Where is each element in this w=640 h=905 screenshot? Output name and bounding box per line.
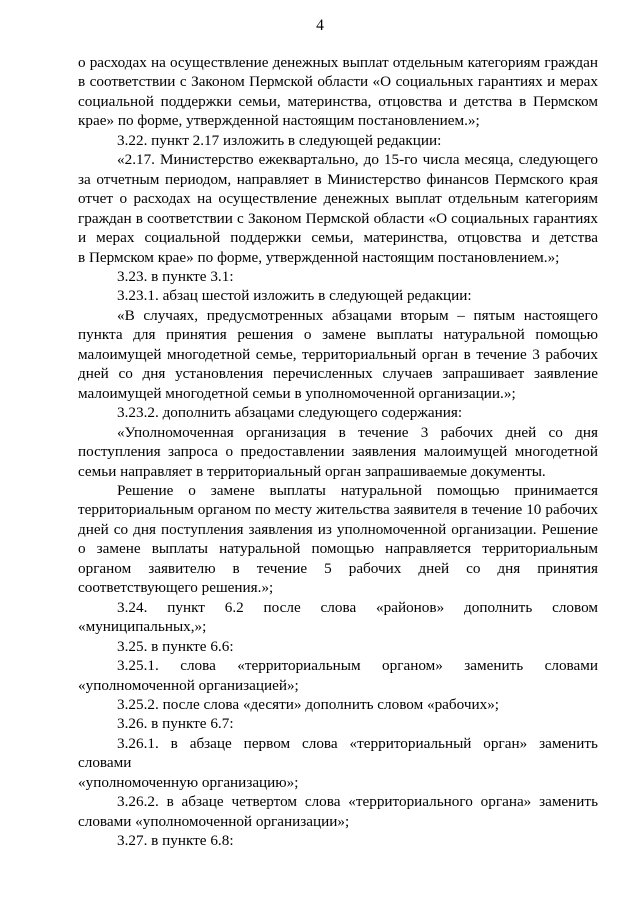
paragraph: [78, 734, 598, 792]
paragraph: [78, 131, 598, 150]
paragraph: [78, 306, 598, 403]
document-body: [78, 53, 598, 851]
text-line: «муниципальных,»;: [78, 618, 207, 636]
text-line: «Уполномоченная организация в течение 3 рабочих дней со дня: [117, 423, 598, 441]
text-line: отчет о расходах на осуществление денежных выплат отдельным категориям: [78, 190, 598, 208]
text-line: малоимущей многодетной семьи в уполномоченной организации.»;: [78, 384, 516, 402]
text-line: 3.24. пункт 6.2 после слова «районов» дополнить словом: [117, 598, 598, 616]
text-line: в Пермском крае» по форме, утвержденной настоящим постановлением.»;: [78, 248, 560, 266]
text-line: 3.26. в пункте 6.7:: [117, 715, 234, 733]
text-line: Решение о замене выплаты натуральной помощью принимается: [117, 481, 598, 499]
paragraph: [78, 267, 598, 286]
text-line: дней со дня поступления заявления из уполномоченной организации. Решение: [78, 520, 598, 538]
text-line: в соответствии с Законом Пермской области «О социальных гарантиях и мерах: [78, 73, 598, 91]
text-line: семьи направляет в территориальный орган запрашиваемые документы.: [78, 462, 546, 480]
text-line: «уполномоченную организацию»;: [78, 773, 299, 791]
text-line: 3.25.1. слова «территориальным органом» заменить словами: [117, 657, 598, 675]
text-line: малоимущей многодетной семье, территориальный орган в течение 3 рабочих: [78, 345, 598, 363]
text-line: соответствующего решения.»;: [78, 579, 274, 597]
text-line: 3.27. в пункте 6.8:: [117, 832, 234, 850]
text-line: 3.22. пункт 2.17 изложить в следующей редакции:: [117, 131, 442, 149]
text-line: словами «уполномоченной организации»;: [78, 812, 350, 830]
paragraph: [78, 403, 598, 422]
text-line: 3.25.2. после слова «десяти» дополнить словом «рабочих»;: [117, 695, 500, 713]
text-line: пункта для принятия решения о замене выплаты натуральной помощью: [78, 326, 598, 344]
text-line: 3.23.2. дополнить абзацами следующего содержания:: [117, 404, 463, 422]
text-line: органом заявителю в течение 5 рабочих дней со дня принятия: [78, 559, 598, 577]
paragraph: [78, 792, 598, 831]
text-line: 3.25. в пункте 6.6:: [117, 637, 234, 655]
paragraph: [78, 656, 598, 695]
paragraph: [78, 831, 598, 850]
text-line: социальной поддержки семьи, материнства, отцовства и детства в Пермском: [78, 92, 598, 110]
text-line: поступления запроса о предоставлении заявления малоимущей многодетной: [78, 443, 598, 461]
text-line: «2.17. Министерство ежеквартально, до 15-го числа месяца, следующего: [117, 151, 598, 169]
text-line: 3.23. в пункте 3.1:: [117, 267, 234, 285]
paragraph: [78, 695, 598, 714]
text-line: о замене выплаты натуральной помощью направляется территориальным: [78, 540, 598, 558]
text-line: о расходах на осуществление денежных выплат отдельным категориям граждан: [78, 54, 598, 71]
paragraph: [78, 598, 598, 637]
paragraph: [78, 481, 598, 598]
text-line: и мерах социальной поддержки семьи, материнства, отцовства и детства: [78, 229, 598, 247]
text-line: граждан в соответствии с Законом Пермской области «О социальных гарантиях: [78, 209, 598, 227]
paragraph: [78, 423, 598, 481]
paragraph: [78, 714, 598, 733]
page-number: 4: [316, 17, 324, 34]
text-line: крае» по форме, утвержденной настоящим постановлением.»;: [78, 112, 480, 130]
paragraph: [78, 286, 598, 305]
paragraph: [78, 53, 598, 131]
text-line: «уполномоченной организацией»;: [78, 676, 299, 694]
text-line: «В случаях, предусмотренных абзацами вторым – пятым настоящего: [117, 306, 598, 324]
text-line: дней со дня установления перечисленных случаев запрашивает заявление: [78, 365, 598, 383]
text-line: территориальным органом по месту жительства заявителя в течение 10 рабочих: [78, 501, 598, 519]
paragraph: [78, 637, 598, 656]
paragraph: [78, 150, 598, 267]
text-line: 3.26.2. в абзаце четвертом слова «территориального органа» заменить: [117, 793, 598, 811]
text-line: за отчетным периодом, направляет в Министерство финансов Пермского края: [78, 170, 598, 188]
text-line: 3.23.1. абзац шестой изложить в следующей редакции:: [117, 287, 472, 305]
text-line: 3.26.1. в абзаце первом слова «территориальный орган» заменить словами: [78, 734, 598, 772]
